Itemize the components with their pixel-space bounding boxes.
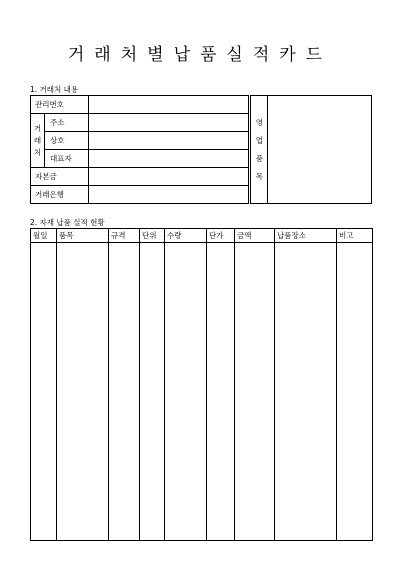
section-1-label: 1. 거래처 내용 <box>30 85 79 94</box>
col-spec: 규격 <box>111 231 126 240</box>
management-no-label: 관리번호 <box>35 100 64 109</box>
capital-label: 자본금 <box>35 172 57 181</box>
representative-field[interactable] <box>88 150 248 168</box>
bank-label: 거래은행 <box>35 190 64 199</box>
item-column-body[interactable] <box>57 243 109 541</box>
bank-field[interactable] <box>88 186 248 204</box>
management-no-field[interactable] <box>88 96 248 114</box>
amount-column-body[interactable] <box>235 243 275 541</box>
col-delivery-place: 납품장소 <box>277 231 306 240</box>
address-field[interactable] <box>88 114 248 132</box>
remarks-column-body[interactable] <box>337 243 373 541</box>
col-unit-price: 단가 <box>209 231 224 240</box>
representative-label: 대표자 <box>49 154 72 163</box>
vendor-group-label: 거 래 처 <box>31 114 45 168</box>
quantity-column-body[interactable] <box>165 243 207 541</box>
spec-column-body[interactable] <box>109 243 140 541</box>
col-remarks: 비고 <box>339 231 354 240</box>
company-name-field[interactable] <box>88 132 248 150</box>
col-date: 월일 <box>33 231 48 240</box>
unit-price-column-body[interactable] <box>207 243 235 541</box>
col-quantity: 수량 <box>167 231 182 240</box>
delivery-place-column-body[interactable] <box>275 243 337 541</box>
col-amount: 금액 <box>237 231 252 240</box>
delivery-record-table <box>30 228 373 541</box>
col-unit: 단위 <box>142 231 157 240</box>
business-items-field[interactable] <box>268 96 372 204</box>
capital-field[interactable] <box>88 168 248 186</box>
date-column-body[interactable] <box>31 243 57 541</box>
vendor-info-table <box>30 95 372 204</box>
section-2-label: 2. 자재 납품 실적 현황 <box>30 218 105 227</box>
col-item: 품목 <box>59 231 74 240</box>
unit-column-body[interactable] <box>140 243 165 541</box>
company-name-label: 상호 <box>49 136 65 145</box>
address-label: 주소 <box>49 118 65 127</box>
document-title: 거래처별납품실적카드 <box>67 45 333 65</box>
business-items-label: 영 업 품 목 <box>251 96 268 204</box>
